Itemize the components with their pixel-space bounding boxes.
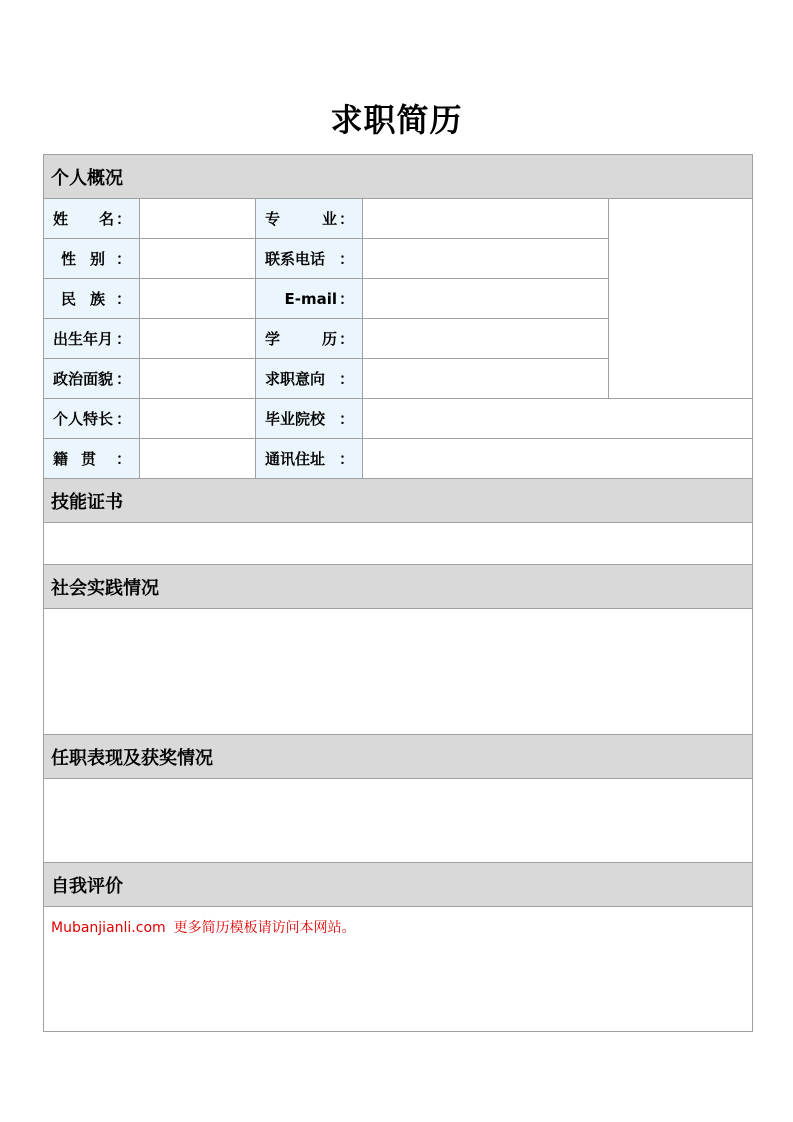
name-label: 姓 名 ：: [44, 199, 140, 239]
ethnicity-field[interactable]: [140, 279, 256, 319]
social-content[interactable]: [44, 609, 753, 735]
section-personal-header: 个人概况: [44, 155, 753, 199]
gender-label: 性 别 ：: [44, 239, 140, 279]
school-field[interactable]: [363, 399, 753, 439]
table-row: [44, 399, 753, 439]
political-field[interactable]: [140, 359, 256, 399]
school-label: 毕业院校 ：: [256, 399, 363, 439]
intention-field[interactable]: [363, 359, 609, 399]
origin-label: 籍 贯 ：: [44, 439, 140, 479]
website-note-text: 更多简历模板请访问本网站。: [173, 920, 356, 936]
gender-field[interactable]: [140, 239, 256, 279]
section-skills-header: 技能证书: [44, 479, 753, 523]
name-field[interactable]: [140, 199, 256, 239]
education-label: 学 历 ：: [256, 319, 363, 359]
section-self-header: 自我评价: [44, 863, 753, 907]
photo-box[interactable]: [609, 199, 753, 399]
birth-label: 出生年月 ：: [44, 319, 140, 359]
major-field[interactable]: [363, 199, 609, 239]
political-label: 政治面貌 ：: [44, 359, 140, 399]
specialty-field[interactable]: [140, 399, 256, 439]
phone-label: 联系电话 ：: [256, 239, 363, 279]
table-row: [44, 199, 753, 239]
origin-field[interactable]: [140, 439, 256, 479]
email-field[interactable]: [363, 279, 609, 319]
ethnicity-label: 民 族 ：: [44, 279, 140, 319]
page-title: 求职简历: [330, 101, 463, 139]
phone-field[interactable]: [363, 239, 609, 279]
education-field[interactable]: [363, 319, 609, 359]
specialty-label: 个人特长 ：: [44, 399, 140, 439]
website-link: Mubanjianli.com: [51, 920, 166, 936]
website-note: [44, 907, 752, 937]
table-row: [44, 439, 753, 479]
skills-content[interactable]: [44, 523, 753, 565]
section-social-header: 社会实践情况: [44, 565, 753, 609]
intention-label: 求职意向 ：: [256, 359, 363, 399]
birth-field[interactable]: [140, 319, 256, 359]
address-field[interactable]: [363, 439, 753, 479]
resume-table: [43, 154, 753, 1032]
self-content[interactable]: [44, 907, 753, 1032]
awards-content[interactable]: [44, 779, 753, 863]
address-label: 通讯住址 ：: [256, 439, 363, 479]
section-awards-header: 任职表现及获奖情况: [44, 735, 753, 779]
major-label: 专 业 ：: [256, 199, 363, 239]
email-label: E-mail ：: [256, 279, 363, 319]
